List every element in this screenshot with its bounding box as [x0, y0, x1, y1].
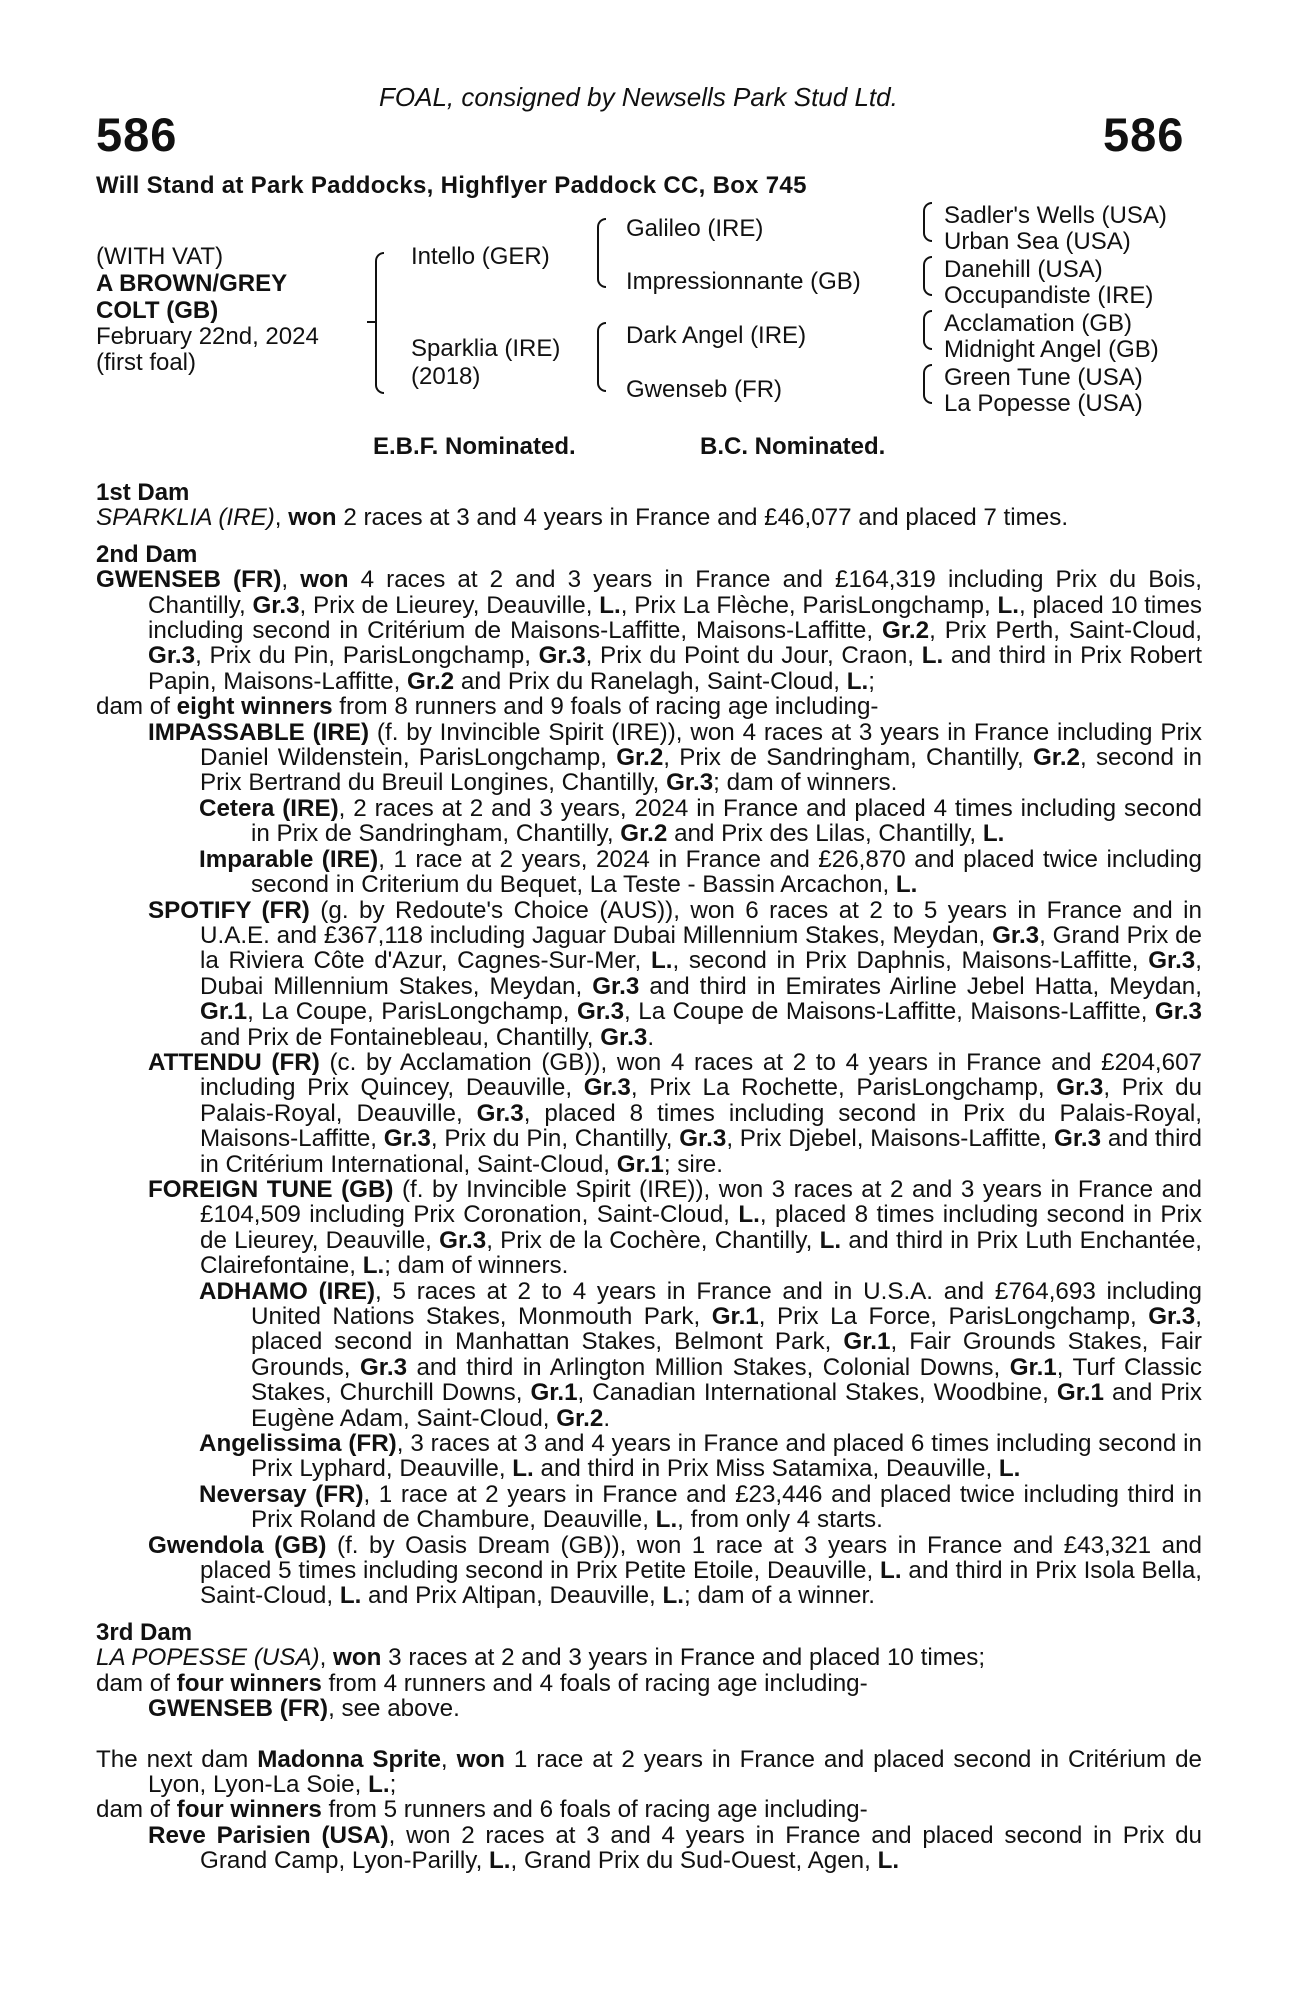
race-grade: Gr.3 [592, 972, 640, 1000]
ebf-nominated: E.B.F. Nominated. [373, 433, 576, 460]
grade: Gr.3 [538, 642, 586, 670]
next-dam-entry: The next dam Madonna Sprite, won 1 race at 2 years in France and placed second in Critérium de Lyon, Lyon-La Soie, L.; [96, 1745, 1202, 1798]
race-grade: Gr.3 [359, 1353, 408, 1381]
race-grade: Gr.1 [200, 998, 248, 1026]
first-dam-won: won [288, 504, 337, 532]
next-dam-text-a: 1 race at 2 years in France and placed second in Critérium de Lyon, Lyon-La Soie, [148, 1745, 1202, 1798]
produce-entry [148, 1533, 1202, 1609]
produce-text: , Dubai Millennium Stakes, Meydan, [200, 947, 1202, 1000]
second-dam-heading: 2nd Dam [96, 540, 198, 568]
produce-text: ; dam of winners. [384, 1252, 569, 1280]
produce-text: , La Coupe, ParisLongchamp, [247, 998, 577, 1026]
produce-entry [148, 1177, 1202, 1279]
listed: L. [846, 667, 869, 695]
first-dam-name: SPARKLIA (IRE) [96, 504, 275, 532]
produce-text: , Prix du Pin, Chantilly, [430, 1125, 680, 1153]
sire-dam: Impressionnante (GB) [626, 268, 861, 295]
horse-description-2: COLT (GB) [96, 297, 219, 324]
lot-number-right: 586 [1103, 108, 1185, 161]
catalogue-body [96, 480, 1202, 1874]
race-grade: Gr.3 [383, 1125, 431, 1153]
produce-text: , La Coupe de Maisons-Laffitte, Maisons-Laffitte, [624, 998, 1155, 1026]
g3-5: Acclamation (GB) [944, 310, 1133, 337]
race-grade: Gr.2 [1032, 744, 1081, 772]
produce-name: Gwendola (GB) [148, 1531, 327, 1559]
produce-text: , Prix La Force, ParisLongchamp, [758, 1303, 1149, 1330]
produce-text: , placed 8 times including second in Prix de Lieurey, Deauville, [200, 1201, 1202, 1254]
dam-sire: Dark Angel (IRE) [626, 322, 807, 349]
race-grade: Gr.1 [530, 1379, 578, 1407]
race-grade: Gr.2 [620, 820, 668, 848]
race-grade: L. [738, 1201, 760, 1229]
g3-8: La Popesse (USA) [944, 390, 1143, 417]
listed: L. [877, 1847, 900, 1875]
second-dam-name: GWENSEB (FR) [96, 566, 282, 594]
dam-of-label: dam of [96, 1796, 177, 1824]
produce-text: ; sire. [663, 1150, 723, 1178]
pedigree-brace-parents [375, 252, 384, 394]
produce-text: , second in Prix Bertrand du Breuil Longines, Chantilly, [200, 744, 1202, 797]
produce-text: and third in Prix Luth Enchantée, Clairefontaine, [200, 1226, 1202, 1280]
race-grade: Gr.1 [711, 1303, 759, 1330]
produce-text: , Prix La Rochette, ParisLongchamp, [630, 1074, 1057, 1102]
race-grade: Gr.1 [1056, 1379, 1104, 1407]
dam-of-label: dam of [96, 1669, 177, 1697]
pedigree-brace-g1 [923, 202, 932, 242]
produce-name: Angelissima (FR) [199, 1430, 397, 1458]
dam-of-rest: from 5 runners and 6 foals of racing age including- [321, 1796, 868, 1824]
produce-text: and Prix des Lilas, Chantilly, [667, 820, 983, 848]
bc-nominated: B.C. Nominated. [700, 433, 886, 460]
produce-text: ; dam of winners. [713, 769, 898, 797]
race-grade: L. [982, 820, 1005, 848]
produce-text: and third in Critérium International, Saint-Cloud, [200, 1125, 1202, 1178]
next-dam-produce-entry [148, 1823, 1202, 1874]
produce-text: , second in Prix Daphnis, Maisons-Laffitte, [672, 947, 1149, 975]
produce-text: and third in Prix Miss Satamixa, Deauville, [533, 1455, 999, 1483]
pedigree-brace-sire [597, 218, 606, 288]
produce-text: , 5 races at 2 to 4 years in France and in U.S.A. and £764,693 including United Nations Stakes, Monmouth Park, [251, 1277, 1203, 1330]
winners-count: four winners [176, 1669, 322, 1697]
produce-text: , Turf Classic Stakes, Churchill Downs, [251, 1353, 1202, 1407]
produce-text: (f. by Invincible Spirit (IRE)), won 4 races at 3 years in France including Prix Daniel Wildenstein, ParisLongchamp, [200, 718, 1202, 772]
race-grade: L. [655, 1506, 678, 1534]
second-dam-text-g: , Prix du Point du Jour, Craon, [585, 642, 922, 670]
listed: L. [921, 642, 944, 670]
produce-text: and third in Prix Isola Bella, Saint-Cloud, [200, 1557, 1203, 1610]
second-dam-text-b: , Prix de Lieurey, Deauville, [299, 591, 600, 619]
race-grade: Gr.3 [1154, 998, 1202, 1026]
produce-entry [148, 720, 1202, 796]
produce-name: GWENSEB (FR) [148, 1695, 329, 1723]
produce-text: , see above. [328, 1695, 460, 1723]
produce-text: , Prix de Sandringham, Chantilly, [663, 744, 1033, 772]
race-grade: Gr.3 [666, 769, 714, 797]
next-dam-text-b: ; [389, 1770, 397, 1798]
race-grade: Gr.2 [616, 744, 664, 772]
grade: Gr.3 [252, 591, 300, 619]
race-grade: Gr.3 [600, 1023, 648, 1051]
produce-name: ATTENDU (FR) [148, 1048, 320, 1076]
produce-text: and third in Arlington Million Stakes, Colonial Downs, [407, 1353, 1010, 1381]
horse-description-1: A BROWN/GREY [96, 270, 288, 297]
foaling-date: February 22nd, 2024 [96, 323, 319, 350]
second-dam-text-h: and third in Prix Robert Papin, Maisons-Laffitte, [148, 642, 1202, 695]
sire-name: Intello (GER) [411, 243, 550, 270]
next-dam-intro: The next dam [96, 1745, 258, 1773]
produce-entry [199, 847, 1202, 898]
produce-text: , Prix Djebel, Maisons-Laffitte, [726, 1125, 1054, 1153]
race-grade: Gr.3 [576, 998, 625, 1026]
stand-location: Will Stand at Park Paddocks, Highflyer Paddock CC, Box 745 [96, 172, 807, 199]
second-dam-won: won [300, 566, 349, 594]
listed: L. [489, 1847, 511, 1875]
dam-of-label: dam of [96, 693, 177, 721]
produce-text: and Prix Eugène Adam, Saint-Cloud, [251, 1379, 1202, 1432]
produce-text: , Prix du Palais-Royal, Deauville, [200, 1074, 1202, 1127]
race-grade: Gr.3 [992, 921, 1040, 949]
grade: Gr.2 [882, 617, 930, 645]
second-dam-text-d: , placed 10 times including second in Critérium de Maisons-Laffitte, Maisons-Laffitte, [148, 591, 1202, 645]
listed: L. [368, 1770, 390, 1798]
pedigree-brace-g4 [923, 364, 932, 404]
first-foal-note: (first foal) [96, 349, 197, 376]
produce-name: Imparable (IRE) [199, 845, 379, 873]
sire-sire: Galileo (IRE) [626, 215, 764, 242]
produce-text: ; dam of a winner. [684, 1582, 875, 1610]
first-dam-text: 2 races at 3 and 4 years in France and £46,077 and placed 7 times. [336, 504, 1069, 532]
produce-text: , 1 race at 2 years, 2024 in France and £26,870 and placed twice including second in Criterium du Bequet, La Teste - Bassin Arcachon, [251, 845, 1202, 899]
produce-entry [148, 898, 1202, 1050]
third-dam-heading: 3rd Dam [96, 1618, 193, 1646]
produce-name: SPOTIFY (FR) [148, 896, 310, 924]
produce-entry [148, 1050, 1202, 1177]
produce-name: Neversay (FR) [199, 1480, 364, 1508]
produce-text: . [647, 1023, 655, 1051]
dam-of-rest: from 4 runners and 4 foals of racing age including- [321, 1669, 868, 1697]
produce-text: , Grand Prix de la Riviera Côte d'Azur, Cagnes-Sur-Mer, [200, 921, 1202, 975]
race-grade: Gr.3 [1056, 1074, 1104, 1102]
produce-entry [199, 1482, 1202, 1533]
second-dam-entry: GWENSEB (FR), won 4 races at 2 and 3 years in France and £164,319 including Prix du Bois, Chantilly, Gr.3, Prix de Lieurey, Deauville, L., Prix La Flèche, ParisLongchamp, L., placed 10 times including second in Critérium de Maisons-Laffitte, Maisons-Laffitte, Gr.2, Prix Perth, Saint-Cloud, Gr.3, Prix du Pin, ParisLongchamp, Gr.3, Prix du Point du Jour, Craon, L. and third in Prix Robert Papin, Maisons-Laffitte, Gr.2 and Prix du Ranelagh, Saint-Cloud, L.; [96, 566, 1202, 695]
g3-1: Sadler's Wells (USA) [944, 202, 1167, 229]
race-grade: L. [819, 1226, 842, 1254]
g3-2: Urban Sea (USA) [944, 228, 1131, 255]
next-dam-produce-summary [96, 1797, 1202, 1822]
race-grade: Gr.3 [439, 1226, 487, 1254]
listed: L. [599, 591, 621, 619]
pedigree-brace-g2 [923, 256, 932, 296]
produce-text: , Prix de la Cochère, Chantilly, [486, 1226, 820, 1254]
third-dam-produce-summary [96, 1671, 1202, 1696]
produce-text: and Prix de Fontainebleau, Chantilly, [200, 1023, 601, 1051]
race-grade: L. [512, 1455, 534, 1483]
g3-6: Midnight Angel (GB) [944, 336, 1159, 363]
third-dam-name: LA POPESSE (USA) [96, 1644, 320, 1672]
race-grade: Gr.2 [556, 1404, 604, 1432]
winners-count: four winners [176, 1796, 322, 1824]
race-grade: Gr.3 [1054, 1125, 1102, 1153]
produce-text: , 1 race at 2 years in France and £23,446 and placed twice including third in Prix Roland de Chambure, Deauville, [251, 1480, 1202, 1534]
pedigree-brace-g3 [923, 310, 932, 350]
produce-name: IMPASSABLE (IRE) [148, 718, 370, 746]
listed: L. [997, 591, 1019, 619]
produce-text: , 3 races at 3 and 4 years in France and placed 6 times including second in Prix Lyphard, Deauville, [251, 1430, 1202, 1483]
race-grade: L. [662, 1582, 684, 1610]
second-dam-text-f: , Prix du Pin, ParisLongchamp, [195, 642, 539, 670]
third-dam-won: won [333, 1644, 382, 1672]
g3-4: Occupandiste (IRE) [944, 282, 1154, 309]
produce-text: , placed 8 times including second in Prix du Palais-Royal, Maisons-Laffitte, [200, 1099, 1202, 1153]
produce-text: and third in Emirates Airline Jebel Hatta, Meydan, [639, 972, 1202, 1000]
second-dam-produce-summary [96, 694, 1202, 719]
produce-entry [199, 796, 1202, 847]
race-grade: Gr.3 [583, 1074, 631, 1102]
dam-year: (2018) [411, 363, 481, 390]
pedigree-brace-tip [367, 321, 375, 323]
produce-text: , won 2 races at 3 and 4 years in France and placed second in Prix du Grand Camp, Lyon-Parilly, [200, 1821, 1203, 1875]
race-grade: Gr.3 [1148, 947, 1196, 975]
produce-name: ADHAMO (IRE) [199, 1277, 376, 1305]
produce-text: , 2 races at 2 and 3 years, 2024 in France and placed 4 times including second in Prix de Sandringham, Chantilly, [251, 794, 1203, 848]
produce-text: , Grand Prix du Sud-Ouest, Agen, [510, 1847, 878, 1875]
grade: Gr.3 [148, 642, 196, 670]
race-grade: L. [998, 1455, 1021, 1483]
third-dam-text: 3 races at 2 and 3 years in France and placed 10 times; [381, 1644, 986, 1672]
race-grade: L. [895, 871, 918, 899]
dam-of-rest: from 8 runners and 9 foals of racing age including- [332, 693, 879, 721]
produce-text: (f. by Invincible Spirit (IRE)), won 3 races at 2 and 3 years in France and £104,509 including Prix Coronation, Saint-Cloud, [200, 1175, 1202, 1229]
second-dam-text-e: , Prix Perth, Saint-Cloud, [929, 617, 1202, 645]
race-grade: L. [880, 1557, 902, 1585]
produce-name: Cetera (IRE) [199, 794, 339, 822]
g3-7: Green Tune (USA) [944, 364, 1143, 391]
race-grade: Gr.1 [843, 1328, 891, 1356]
race-grade: Gr.3 [1148, 1303, 1196, 1330]
lot-number-left: 586 [96, 108, 178, 161]
produce-text: , placed second in Manhattan Stakes, Belmont Park, [251, 1303, 1202, 1356]
produce-text: , Fair Grounds Stakes, Fair Grounds, [251, 1328, 1202, 1381]
race-grade: Gr.1 [616, 1150, 664, 1178]
produce-text: (f. by Oasis Dream (GB)), won 1 race at 3 years in France and £43,321 and placed 5 times including second in Prix Petite Etoile, Deauville, [200, 1531, 1203, 1585]
third-dam-entry: LA POPESSE (USA), won 3 races at 2 and 3 years in France and placed 10 times; [96, 1644, 986, 1672]
produce-text: (c. by Acclamation (GB)), won 4 races at 2 to 4 years in France and £204,607 including Prix Quincey, Deauville, [200, 1048, 1203, 1102]
produce-name: Reve Parisien (USA) [148, 1821, 389, 1849]
produce-text: , Canadian International Stakes, Woodbine, [577, 1379, 1057, 1407]
second-dam-text-i: and Prix du Ranelagh, Saint-Cloud, [454, 667, 847, 695]
third-dam-produce-ref [148, 1696, 1202, 1721]
race-grade: L. [339, 1582, 362, 1610]
race-grade: L. [650, 947, 673, 975]
winners-count: eight winners [176, 693, 333, 721]
pedigree-brace-dam [597, 322, 606, 392]
produce-list [96, 720, 1202, 1609]
race-grade: Gr.3 [679, 1125, 727, 1153]
produce-name: FOREIGN TUNE (GB) [148, 1175, 394, 1203]
vat-note: (WITH VAT) [96, 243, 224, 270]
next-dam-won: won [456, 1745, 505, 1773]
dam-name: Sparklia (IRE) [411, 335, 561, 362]
first-dam-heading: 1st Dam [96, 479, 190, 506]
produce-text: . [603, 1404, 611, 1432]
second-dam-text-a: 4 races at 2 and 3 years in France and £164,319 including Prix du Bois, Chantilly, [148, 566, 1202, 619]
consignment-line: FOAL, consigned by Newsells Park Stud Ltd. [379, 82, 898, 112]
grade: Gr.2 [407, 667, 455, 695]
second-dam-text-c: , Prix La Flèche, ParisLongchamp, [620, 591, 998, 619]
next-dam-name: Madonna Sprite [257, 1745, 441, 1773]
produce-text: and Prix Altipan, Deauville, [361, 1582, 663, 1610]
first-dam-entry: SPARKLIA (IRE), won 2 races at 3 and 4 years in France and £46,077 and placed 7 times. [96, 504, 1069, 532]
produce-text: (g. by Redoute's Choice (AUS)), won 6 races at 2 to 5 years in France and in U.A.E. and £367,118 including Jaguar Dubai Millennium Stakes, Meydan, [200, 896, 1202, 949]
race-grade: L. [362, 1252, 385, 1280]
race-grade: Gr.3 [476, 1099, 524, 1127]
produce-text: , from only 4 starts. [677, 1506, 883, 1534]
produce-entry [199, 1279, 1202, 1431]
race-grade: Gr.1 [1009, 1353, 1057, 1381]
second-dam-text-j: ; [868, 667, 875, 695]
produce-entry [199, 1431, 1202, 1482]
dam-dam: Gwenseb (FR) [626, 376, 783, 403]
g3-3: Danehill (USA) [944, 256, 1103, 283]
